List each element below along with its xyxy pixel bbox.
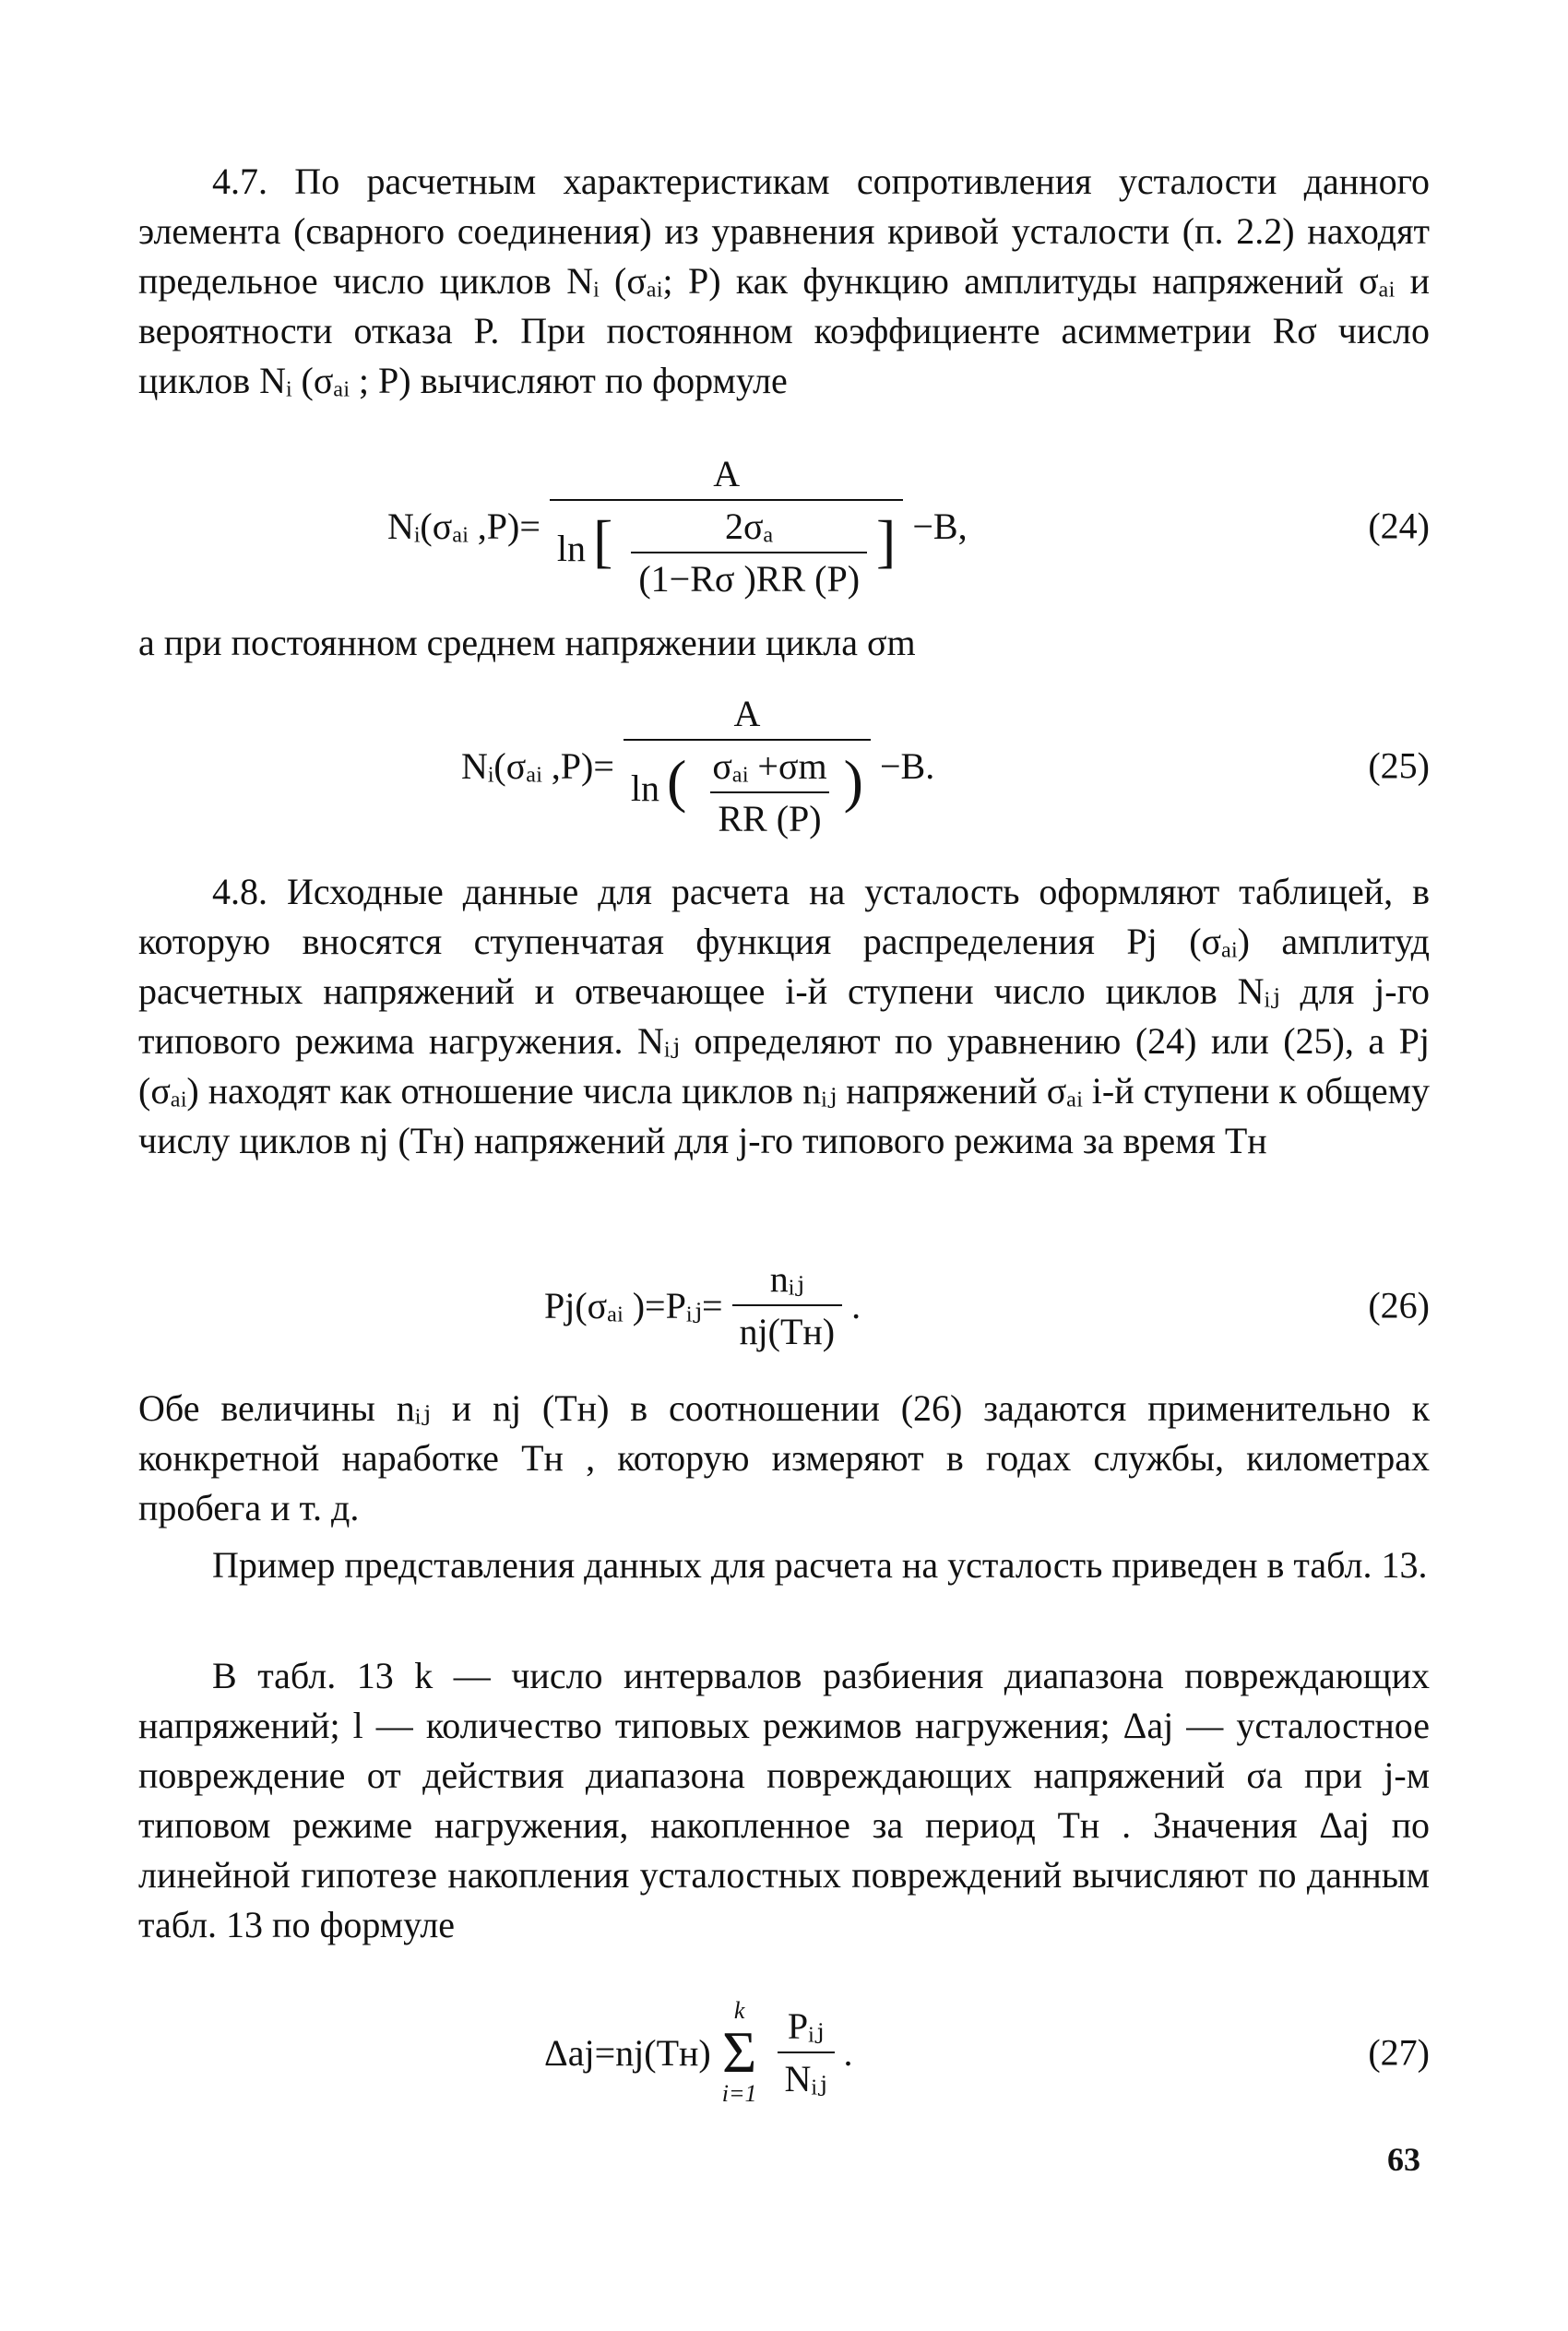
formula-25-number: (25) xyxy=(1368,744,1430,787)
formula-27-sum-bottom: i=1 xyxy=(721,2080,757,2107)
formula-24-rhs: −B, xyxy=(912,505,968,547)
formula-26 xyxy=(138,1245,1430,1365)
formula-27-lhs: Δaj=nj(Tн) xyxy=(544,2031,711,2074)
formula-25-inner-fraction xyxy=(705,744,834,840)
paragraph-constant-mean-stress: а при постоянном среднем напряжении цикла σm xyxy=(138,622,916,663)
formula-25-inner-denominator: RR (P) xyxy=(710,791,828,840)
formula-25-fraction xyxy=(624,692,871,840)
formula-27-sum xyxy=(722,1999,757,2106)
formula-26-numerator: nᵢⱼ xyxy=(769,1258,804,1300)
formula-25-lhs: Nᵢ(σₐᵢ ,P)= xyxy=(461,745,614,787)
formula-25-inner-numerator: σₐᵢ +σm xyxy=(712,745,827,787)
formula-27-numerator: Pᵢⱼ xyxy=(787,2005,825,2047)
formula-24-ln: ln xyxy=(556,528,587,570)
formula-25-body xyxy=(461,692,934,840)
paragraph-table-note: В табл. 13 k — число интервалов разбиения диапазона повреждающих напряжений; l — количество типовых режимов нагружения; Δaj — усталостное повреждение от действия диапазона повреждающих напряжений σа при j-м типовом режиме нагружения, накопленное за период Tн . Значения Δaj по линейной гипотезе накопления усталостных повреждений вычисляют по данным табл. 13 по формуле xyxy=(138,1655,1430,1945)
formula-26-denominator: nj(Tн) xyxy=(732,1304,843,1353)
formula-27-body xyxy=(544,1983,853,2122)
formula-24-denominator: ln [ $\frac{\text{2σₐ}}{(1-R\sigma )RR (P)}$ ] xyxy=(550,499,903,601)
paragraph-both-values: Обе величины nᵢⱼ и nj (Tн) в соотношении (26) задаются применительно к конкретной наработке Tн , которую измеряют в годах службы, километрах пробега и т. д. xyxy=(138,1387,1430,1528)
paragraph-4-8: 4.8. Исходные данные для расчета на усталость оформляют таблицей, в которую вносятся ступенчатая функция распределения Pj (σₐᵢ) амплитуд расчетных напряжений и отвечающее i-й ступени число циклов Nᵢⱼ для j-го типового режима нагружения. Nᵢⱼ определяют по уравнению (24) или (25), а Pj (σₐᵢ) находят как отношение числа циклов nᵢⱼ напряжений σₐᵢ i-й ступени к общему числу циклов nj (Tн) напряжений для j-го типового режима за время Tн xyxy=(138,871,1430,1161)
formula-24-inner-fraction xyxy=(631,505,867,601)
formula-24-numerator: A xyxy=(713,453,741,494)
formula-25-denominator: ln ( $\frac{\text{σₐᵢ +σm}}{RR (P)}$ ) xyxy=(624,739,871,840)
formula-24-inner-denominator: (1−Rσ )RR (P) xyxy=(631,552,867,601)
formula-27-sum-top: k xyxy=(733,1997,745,2024)
formula-27-denominator: Nᵢⱼ xyxy=(778,2052,835,2100)
formula-24 xyxy=(138,452,1430,600)
formula-26-fraction xyxy=(732,1257,843,1353)
formula-25-ln: ln xyxy=(630,767,660,810)
formula-26-number: (26) xyxy=(1368,1284,1430,1326)
formula-25 xyxy=(138,692,1430,839)
paragraph-table-example: Пример представления данных для расчета на усталость приведен в табл. 13. xyxy=(212,1544,1428,1586)
formula-27 xyxy=(138,1983,1430,2122)
formula-24-number: (24) xyxy=(1368,505,1430,547)
formula-26-rhs: . xyxy=(851,1284,861,1326)
formula-27-fraction xyxy=(778,2004,835,2100)
formula-25-numerator: A xyxy=(733,693,761,734)
formula-24-lhs: Nᵢ(σₐᵢ ,P)= xyxy=(387,505,540,547)
formula-27-rhs: . xyxy=(843,2031,853,2074)
formula-25-rhs: −B. xyxy=(879,745,935,787)
formula-24-body xyxy=(387,452,968,601)
page-number: 63 xyxy=(1387,2141,1420,2178)
formula-24-fraction xyxy=(550,452,903,601)
formula-26-lhs: Pj(σₐᵢ )=Pᵢⱼ= xyxy=(544,1284,723,1326)
formula-24-inner-numerator: 2σₐ xyxy=(724,505,774,547)
formula-27-sum-symbol: Σ xyxy=(722,2019,757,2085)
formula-27-number: (27) xyxy=(1368,2031,1430,2074)
paragraph-4-7: 4.7. По расчетным характеристикам сопротивления усталости данного элемента (сварного соединения) из уравнения кривой усталости (п. 2.2) находят предельное число циклов Nᵢ (σₐᵢ; P) как функцию амплитуды напряжений σₐᵢ и вероятности отказа P. При постоянном коэффициенте асимметрии Rσ число циклов Nᵢ (σₐᵢ ; P) вычисляют по формуле xyxy=(138,161,1430,401)
formula-26-body xyxy=(544,1245,861,1365)
